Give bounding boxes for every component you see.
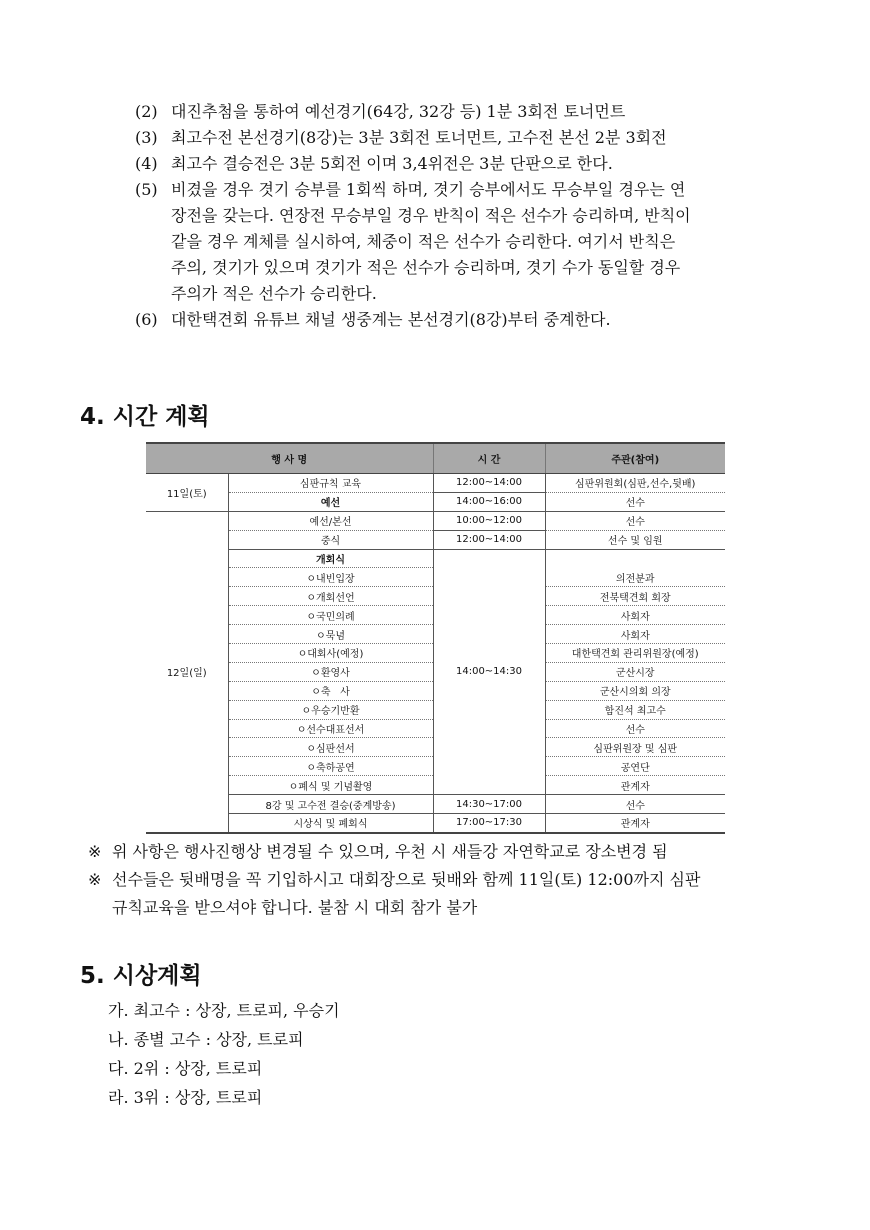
host-cell: 의전분과 xyxy=(545,568,725,587)
note-item xyxy=(88,838,788,866)
host-cell: 선수 xyxy=(545,795,725,814)
event-cell: 시상식 및 폐회식 xyxy=(228,814,433,833)
time-cell: 14:00~14:30 xyxy=(433,549,545,795)
awards-list xyxy=(108,996,340,1112)
time-cell: 12:00~14:00 xyxy=(433,474,545,493)
event-cell: ㅇ선수대표선서 xyxy=(228,719,433,738)
event-cell: ㅇ심판선서 xyxy=(228,738,433,757)
rule-item xyxy=(135,151,795,177)
host-cell: 전북택견회 회장 xyxy=(545,587,725,606)
header-event: 행 사 명 xyxy=(146,443,433,474)
host-cell: 공연단 xyxy=(545,757,725,776)
rule-text: 비겼을 경우 겻기 승부를 1회씩 하며, 겻기 승부에서도 무승부일 경우는 연 xyxy=(171,180,686,199)
event-cell: 개회식 xyxy=(228,549,433,568)
host-cell: 선수 xyxy=(545,511,725,530)
host-cell: 선수 xyxy=(545,719,725,738)
table-row xyxy=(146,814,725,833)
time-cell: 14:30~17:00 xyxy=(433,795,545,814)
host-cell: 심판위원장 및 심판 xyxy=(545,738,725,757)
table-row xyxy=(146,549,725,568)
host-cell: 선수 xyxy=(545,492,725,511)
host-cell xyxy=(545,549,725,568)
award-item: 가. 최고수 : 상장, 트로피, 우승기 xyxy=(108,1001,340,1020)
rule-item xyxy=(135,177,795,307)
rule-text: 장전을 갖는다. 연장전 무승부일 경우 반칙이 적은 선수가 승리하며, 반칙이 xyxy=(171,206,691,225)
event-cell: 중식 xyxy=(228,530,433,549)
rule-text: 대진추첨을 통하여 예선경기(64강, 32강 등) 1분 3회전 토너먼트 xyxy=(171,102,626,121)
award-item: 다. 2위 : 상장, 트로피 xyxy=(108,1059,263,1078)
rule-number: (5) xyxy=(135,180,158,199)
event-cell: 8강 및 고수전 결승(중계방송) xyxy=(228,795,433,814)
event-cell: ㅇ내빈입장 xyxy=(228,568,433,587)
host-cell: 심판위원회(심판,선수,뒷배) xyxy=(545,474,725,493)
table-row xyxy=(146,474,725,493)
event-cell: ㅇ축하공연 xyxy=(228,757,433,776)
event-cell: ㅇ대회사(예정) xyxy=(228,644,433,663)
host-cell: 대한택견회 관리위원장(예정) xyxy=(545,644,725,663)
rule-text: 주의, 겻기가 있으며 겻기가 적은 선수가 승리하며, 겻기 수가 동일할 경우 xyxy=(171,258,681,277)
host-cell: 군산시장 xyxy=(545,662,725,681)
header-time: 시 간 xyxy=(433,443,545,474)
rule-number: (6) xyxy=(135,310,158,329)
rule-text: 최고수 결승전은 3분 5회전 이며 3,4위전은 3분 단판으로 한다. xyxy=(171,154,613,173)
event-cell: 심판규칙 교육 xyxy=(228,474,433,493)
award-item: 라. 3위 : 상장, 트로피 xyxy=(108,1088,263,1107)
host-cell: 사회자 xyxy=(545,606,725,625)
host-cell: 사회자 xyxy=(545,625,725,644)
rule-number: (4) xyxy=(135,154,158,173)
event-cell: ㅇ개회선언 xyxy=(228,587,433,606)
time-cell: 17:00~17:30 xyxy=(433,814,545,833)
rule-item xyxy=(135,125,795,151)
note-mark: ※ xyxy=(88,870,102,889)
day-cell: 11일(토) xyxy=(146,474,228,512)
event-cell: ㅇ폐식 및 기념촬영 xyxy=(228,776,433,795)
schedule-table xyxy=(146,442,725,834)
header-host: 주관(참여) xyxy=(545,443,725,474)
section-title-awards: 5. 시상계획 xyxy=(80,963,202,989)
event-cell: 예선 xyxy=(228,492,433,511)
event-cell: 예선/본선 xyxy=(228,511,433,530)
rule-number: (2) xyxy=(135,102,158,121)
event-cell: ㅇ환영사 xyxy=(228,662,433,681)
note-mark: ※ xyxy=(88,842,102,861)
note-item xyxy=(88,866,788,922)
day-cell: 12일(일) xyxy=(146,511,228,833)
host-cell: 군산시의회 의장 xyxy=(545,681,725,700)
event-cell: ㅇ국민의례 xyxy=(228,606,433,625)
table-row xyxy=(146,530,725,549)
event-cell: ㅇ묵념 xyxy=(228,625,433,644)
host-cell: 관계자 xyxy=(545,776,725,795)
notes xyxy=(88,838,788,922)
host-cell: 선수 및 임원 xyxy=(545,530,725,549)
rule-text: 최고수전 본선경기(8강)는 3분 3회전 토너먼트, 고수전 본선 2분 3회전 xyxy=(171,128,667,147)
table-row xyxy=(146,795,725,814)
rule-number: (3) xyxy=(135,128,158,147)
time-cell: 10:00~12:00 xyxy=(433,511,545,530)
time-cell: 14:00~16:00 xyxy=(433,492,545,511)
note-text: 규칙교육을 받으셔야 합니다. 불참 시 대회 참가 불가 xyxy=(112,898,478,917)
event-cell: ㅇ축 사 xyxy=(228,681,433,700)
rule-text: 같을 경우 계체를 실시하여, 체중이 적은 선수가 승리한다. 여기서 반칙은 xyxy=(171,232,676,251)
time-cell: 12:00~14:00 xyxy=(433,530,545,549)
note-text: 위 사항은 행사진행상 변경될 수 있으며, 우천 시 새들강 자연학교로 장소변경 됨 xyxy=(112,842,668,861)
rules-list xyxy=(135,99,795,333)
note-text: 선수들은 뒷배명을 꼭 기입하시고 대회장으로 뒷배와 함께 11일(토) 12:00까지 심판 xyxy=(112,870,701,889)
host-cell: 관계자 xyxy=(545,814,725,833)
rule-item xyxy=(135,307,795,333)
section-title-schedule: 4. 시간 계획 xyxy=(80,404,210,430)
rule-text: 주의가 적은 선수가 승리한다. xyxy=(171,284,377,303)
table-header-row xyxy=(146,443,725,474)
rule-item xyxy=(135,99,795,125)
event-cell: ㅇ우승기반환 xyxy=(228,700,433,719)
rule-text: 대한택견회 유튜브 채널 생중계는 본선경기(8강)부터 중계한다. xyxy=(171,310,611,329)
award-item: 나. 종별 고수 : 상장, 트로피 xyxy=(108,1030,304,1049)
host-cell: 함진석 최고수 xyxy=(545,700,725,719)
table-row xyxy=(146,511,725,530)
table-row xyxy=(146,492,725,511)
